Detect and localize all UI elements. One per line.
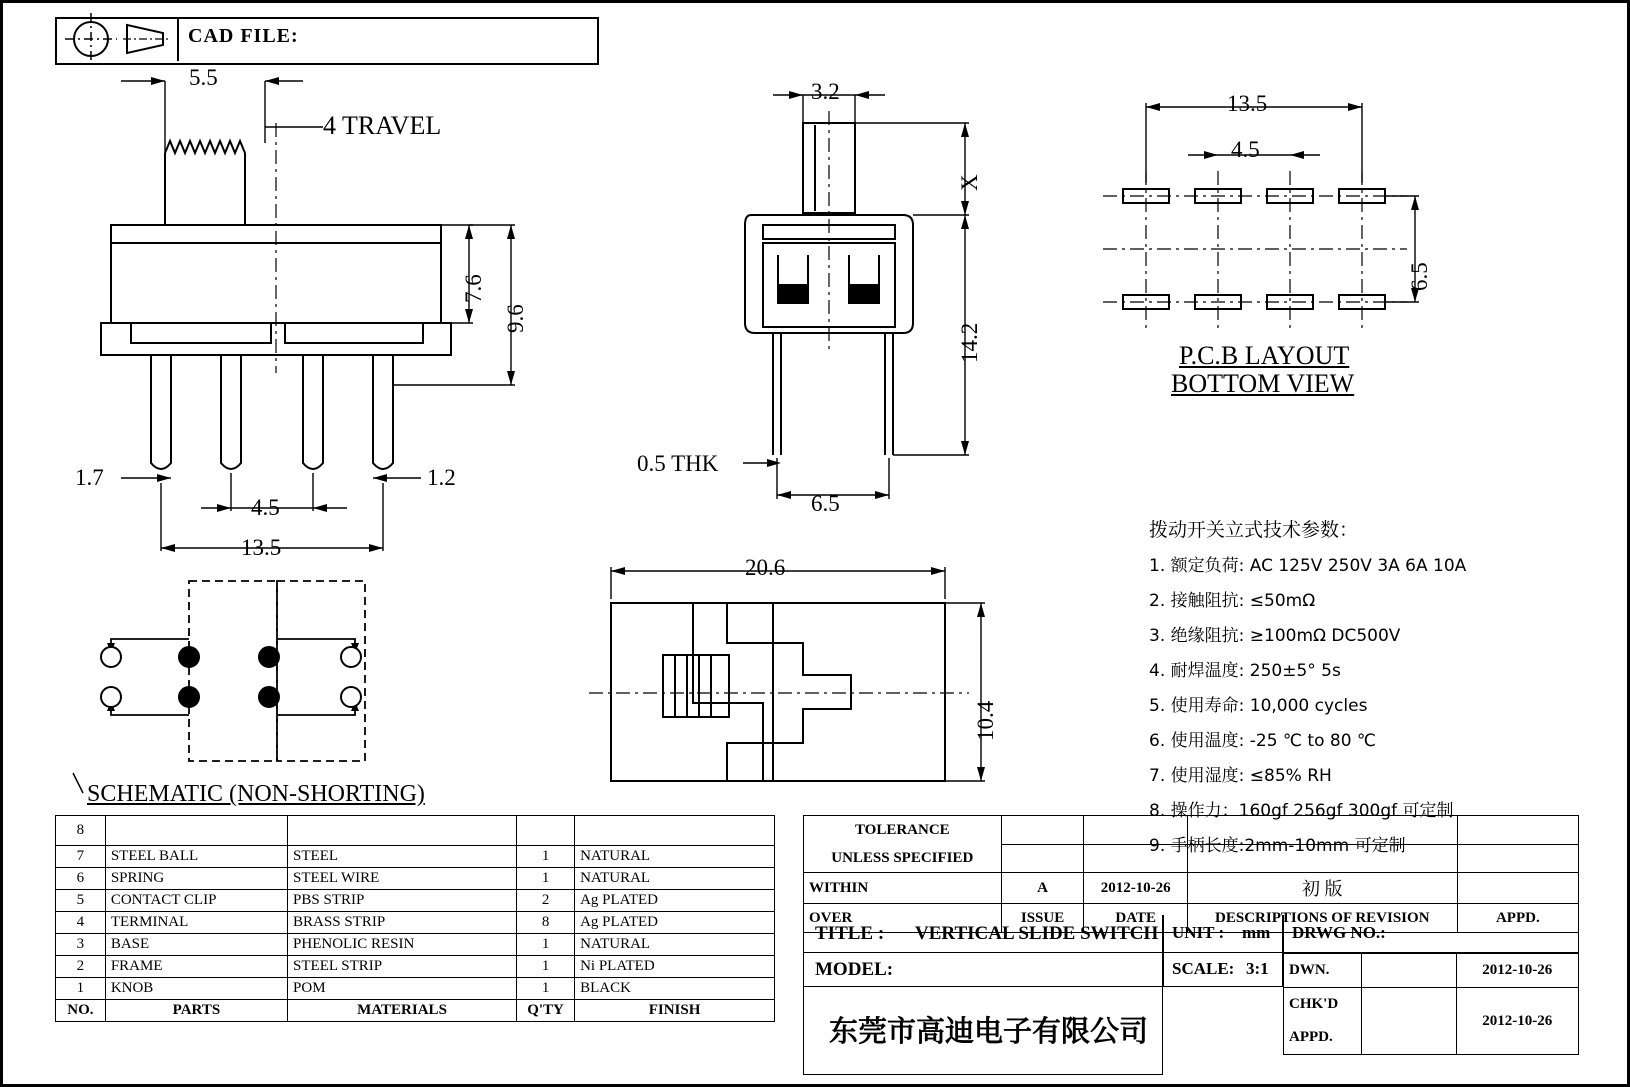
spec-item-1: 1. 额定负荷: AC 125V 250V 3A 6A 10A [1149,556,1467,576]
bom-qty: 1 [517,956,575,978]
dim-pcb-13-5: 13.5 [1227,91,1268,116]
dim-pcb-6-5: 6.5 [1407,262,1432,291]
bom-header-materials: MATERIALS [288,1000,517,1022]
bom-material: STEEL WIRE [288,868,517,890]
unit-value: mm [1242,923,1271,942]
dim-front-13-5: 13.5 [241,535,282,560]
spec-item-5: 5. 使用寿命: 10,000 cycles [1149,696,1368,716]
bom-finish: Ag PLATED [575,890,775,912]
pcb-layout-title: P.C.B LAYOUT [1179,341,1350,370]
dim-front-travel: 4 TRAVEL [323,111,442,140]
bom-part: CONTACT CLIP [105,890,287,912]
bom-part: SPRING [105,868,287,890]
dim-top-20-6: 20.6 [745,555,786,580]
spec-item-4: 4. 耐焊温度: 250±5° 5s [1149,661,1341,681]
bom-qty: 1 [517,934,575,956]
revision-desc-value: 初 版 [1187,873,1457,904]
bom-material: PHENOLIC RESIN [288,934,517,956]
dim-side-3-2: 3.2 [811,79,840,104]
tb-blank-5 [1001,844,1084,873]
dim-front-9-6: 9.6 [503,304,528,333]
table-row [56,978,775,1000]
table-row [56,934,775,956]
title-value: VERTICAL SLIDE SWITCH [915,923,1159,944]
dim-pcb-4-5: 4.5 [1231,137,1260,162]
bom-qty: 8 [517,912,575,934]
bom-material [288,816,517,846]
model-label: MODEL: [815,959,894,980]
date-label: DATE [1084,904,1187,933]
bom-part [105,816,287,846]
title-row [803,915,1163,953]
table-row [56,868,775,890]
dim-side-0-5-thk: 0.5 THK [637,451,719,476]
tb-row-tolerance [804,816,1579,845]
bom-header-parts: PARTS [105,1000,287,1022]
tb-blank-3 [1187,816,1457,845]
schematic-title: SCHEMATIC (NON-SHORTING) [87,781,425,807]
dim-top-10-4: 10.4 [973,700,998,741]
bom-material: BRASS STRIP [288,912,517,934]
bom-part: KNOB [105,978,287,1000]
bom-part: FRAME [105,956,287,978]
bom-no: 3 [56,934,106,956]
tb-blank-6 [1084,844,1187,873]
appd-row-value [1361,1021,1456,1055]
signoff-table [1283,953,1579,1055]
table-row [56,846,775,868]
spec-item-6: 6. 使用温度: -25 ℃ to 80 ℃ [1149,731,1377,751]
tb-blank-7 [1187,844,1457,873]
bom-material: STEEL [288,846,517,868]
dim-front-1-2: 1.2 [427,465,456,490]
appd-label: APPD. [1457,904,1578,933]
title-label: TITLE : [815,923,885,944]
dim-side-6-5: 6.5 [811,491,840,516]
date-value: 2012-10-26 [1084,873,1187,904]
pcb-bottom-view-title: BOTTOM VIEW [1171,369,1355,398]
bom-qty: 1 [517,846,575,868]
tb-blank-2 [1084,816,1187,845]
dwn-date: 2012-10-26 [1456,954,1578,988]
company-name: 东莞市高迪电子有限公司 [829,1014,1149,1048]
bom-no: 4 [56,912,106,934]
bom-part: TERMINAL [105,912,287,934]
spec-item-2: 2. 接触阻抗: ≤50mΩ [1149,591,1316,611]
signoff-row-dwn [1284,954,1579,988]
within-label: WITHIN [804,873,1002,904]
unit-box [1163,915,1283,953]
drwg-box [1283,915,1579,953]
tb-blank-8 [1457,844,1578,873]
bom-finish [575,816,775,846]
bom-qty: 1 [517,978,575,1000]
bom-finish: NATURAL [575,868,775,890]
bom-finish: Ni PLATED [575,956,775,978]
chkd-value [1361,988,1456,1022]
spec-item-8: 8. 操作力：160gf 256gf 300gf 可定制 [1149,801,1454,821]
scale-value: 3:1 [1246,959,1269,978]
bom-material: PBS STRIP [288,890,517,912]
scale-box [1163,953,1283,987]
bom-table [55,815,775,1022]
tb-row-tolerance2 [804,844,1579,873]
bom-no: 8 [56,816,106,846]
bom-finish: BLACK [575,978,775,1000]
bom-no: 5 [56,890,106,912]
signoff-row-chkd [1284,988,1579,1022]
spec-item-9: 9. 手柄长度:2mm-10mm 可定制 [1149,836,1406,856]
revision-desc-label: DESCRIPTIONS OF REVISION [1187,904,1457,933]
dim-front-5-5: 5.5 [189,65,218,90]
bom-no: 1 [56,978,106,1000]
chkd-date: 2012-10-26 [1456,988,1578,1055]
spec-block [1149,515,1619,866]
appd-value [1457,873,1578,904]
bom-header-finish: FINISH [575,1000,775,1022]
bom-part: STEEL BALL [105,846,287,868]
spec-item-3: 3. 绝缘阻抗: ≥100mΩ DC500V [1149,626,1401,646]
spec-item-7: 7. 使用湿度: ≤85% RH [1149,766,1332,786]
table-row [56,890,775,912]
tb-blank-1 [1001,816,1084,845]
table-row [56,816,775,846]
cad-file-label: CAD FILE: [188,25,299,47]
drwg-label: DRWG NO.: [1292,923,1386,942]
bom-qty: 1 [517,868,575,890]
dim-front-1-7: 1.7 [75,465,104,490]
chkd-label: CHK'D [1284,988,1362,1022]
dim-front-7-6: 7.6 [461,274,486,303]
dim-side-14-2: 14.2 [957,322,982,363]
bom-material: STEEL STRIP [288,956,517,978]
dwn-label: DWN. [1284,954,1362,988]
dwn-value [1361,954,1456,988]
table-row [56,912,775,934]
spec-title: 拨动开关立式技术参数： [1149,519,1359,541]
bom-no: 2 [56,956,106,978]
bom-qty: 2 [517,890,575,912]
model-row [803,953,1163,987]
issue-value: A [1001,873,1084,904]
unit-label: UNIT : [1172,923,1225,942]
tb-blank-4 [1457,816,1578,845]
bom-finish: NATURAL [575,934,775,956]
bom-header-qty: Q'TY [517,1000,575,1022]
table-header-row [56,1000,775,1022]
bom-no: 7 [56,846,106,868]
over-label: OVER [804,904,1002,933]
bom-material: POM [288,978,517,1000]
dim-side-x: X [957,174,982,191]
bom-finish: Ag PLATED [575,912,775,934]
bom-qty [517,816,575,846]
dim-front-4-5: 4.5 [251,495,280,520]
bom-finish: NATURAL [575,846,775,868]
tolerance-label-2: UNLESS SPECIFIED [804,844,1002,873]
bom-no: 6 [56,868,106,890]
tolerance-label-1: TOLERANCE [804,816,1002,845]
appd-row-label: APPD. [1284,1021,1362,1055]
bom-header-no: NO. [56,1000,106,1022]
tb-row-within [804,873,1579,904]
bom-part: BASE [105,934,287,956]
table-row [56,956,775,978]
issue-label: ISSUE [1001,904,1084,933]
scale-label: SCALE: [1172,959,1235,978]
company-row [803,987,1163,1075]
